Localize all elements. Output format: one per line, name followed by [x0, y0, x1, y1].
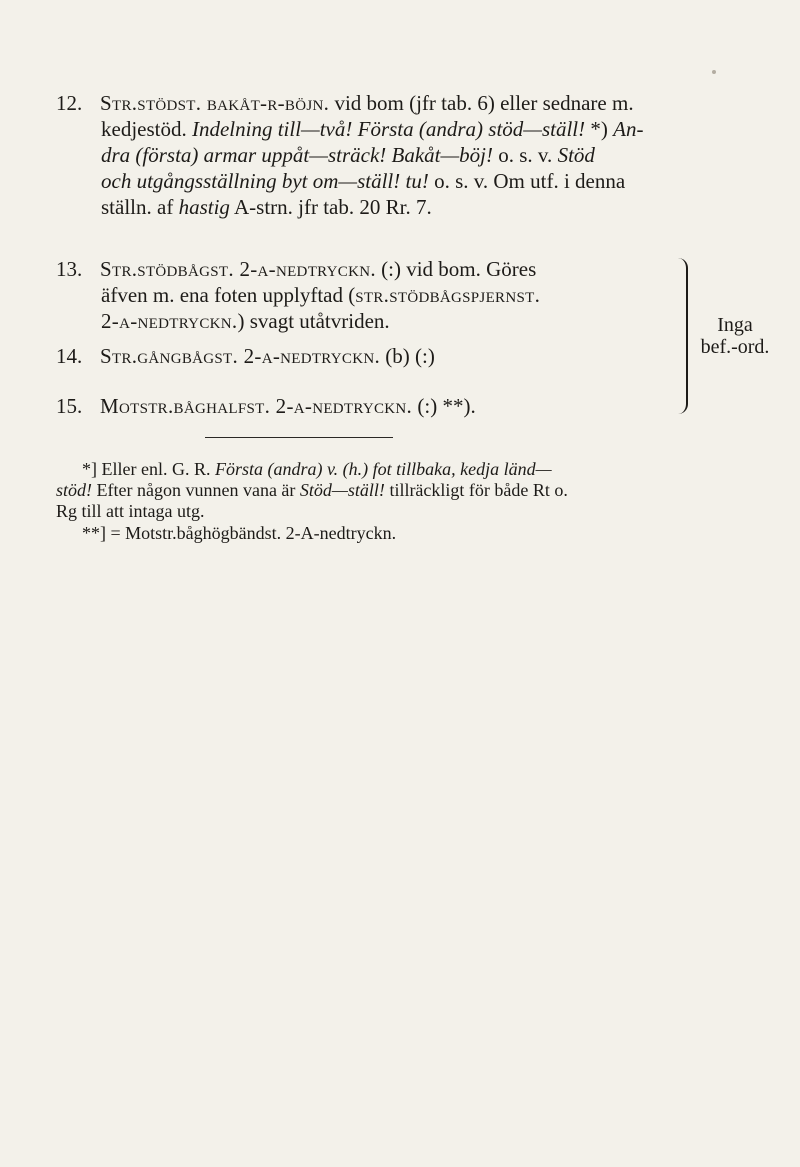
footnote-text: tillräckligt för både Rt o.	[384, 480, 568, 500]
command-text: Stöd	[557, 143, 595, 167]
entry-text: vid bom (jfr tab. 6) eller sednare m.	[329, 91, 634, 115]
command-text: Indelning till—två! Första (andra) stöd—ställ!	[191, 117, 586, 141]
footnote-command: stöd!	[56, 480, 92, 500]
entry-text: A-strn. jfr tab. 20 Rr. 7.	[229, 195, 432, 219]
footnote-command: Första (andra) v. (h.) fot tillbaka, kedja länd—	[214, 459, 552, 479]
entry-line	[56, 168, 768, 194]
footnote-mark: **]	[82, 523, 106, 543]
footnote-mark: *]	[82, 459, 97, 479]
grouping-brace	[674, 258, 688, 414]
entry-number: 15.	[56, 394, 83, 418]
entry-number: 14.	[56, 344, 83, 368]
footnote-1	[56, 459, 768, 522]
entry-text: ställn. af	[101, 195, 179, 219]
entry-text: o. s. v. Om utf. i denna	[428, 169, 626, 193]
brace-note-line: Inga	[717, 314, 753, 336]
command-text: och utgångsställning byt om—ställ! tu!	[101, 169, 429, 193]
entry-text: kedjestöd.	[101, 117, 192, 141]
entry-number: 13.	[56, 257, 83, 281]
entry-heading: Str.stödbågst. 2-a-nedtryckn.	[100, 257, 376, 281]
footnote-text: Efter någon vunnen vana är	[92, 480, 300, 500]
entry-line	[56, 282, 668, 308]
entry-line	[56, 308, 668, 334]
entry-14	[56, 343, 668, 369]
entry-heading: str.stödbågspjernst.	[355, 283, 541, 307]
command-text: An-	[613, 117, 644, 141]
entry-text: (:) **).	[412, 394, 476, 418]
brace-note	[690, 314, 780, 358]
entry-text: o. s. v.	[493, 143, 558, 167]
footnote-text: = Motstr.båghögbändst. 2-A-nedtryckn.	[106, 523, 397, 543]
footnote-2	[56, 523, 768, 544]
entry-15	[56, 393, 668, 419]
entry-heading: Str.gångbågst. 2-a-nedtryckn.	[100, 344, 381, 368]
command-text: dra (första) armar uppåt—sträck! Bakåt—böj!	[101, 143, 493, 167]
entry-text: ) svagt utåtvriden.	[237, 309, 390, 333]
entry-text: äfven m. ena foten upplyftad (	[101, 283, 356, 307]
entry-text: (:) vid bom. Göres	[375, 257, 537, 281]
footnote-command: Stöd—ställ!	[299, 480, 385, 500]
brace-note-line: bef.-ord.	[700, 336, 770, 358]
footnote-divider	[205, 437, 393, 438]
command-text: hastig	[178, 195, 230, 219]
entry-line	[56, 142, 768, 168]
entry-heading: Str.stödst. bakåt-r-böjn.	[100, 91, 330, 115]
entry-line	[56, 116, 768, 142]
paper-speck	[712, 70, 716, 74]
entry-line	[56, 194, 768, 220]
entry-13	[56, 256, 668, 334]
entry-12	[56, 90, 768, 220]
footnote-text: Eller enl. G. R.	[97, 459, 215, 479]
entry-heading: Motstr.båghalfst. 2-a-nedtryckn.	[100, 394, 413, 418]
footnote-ref: *)	[585, 117, 614, 141]
entry-heading: 2-a-nedtryckn.	[101, 309, 238, 333]
entry-text: (:)	[415, 344, 435, 368]
entry-number: 12.	[56, 91, 83, 115]
footnote-text: Rg till att intaga utg.	[56, 501, 205, 521]
entry-text: (b)	[380, 344, 416, 368]
